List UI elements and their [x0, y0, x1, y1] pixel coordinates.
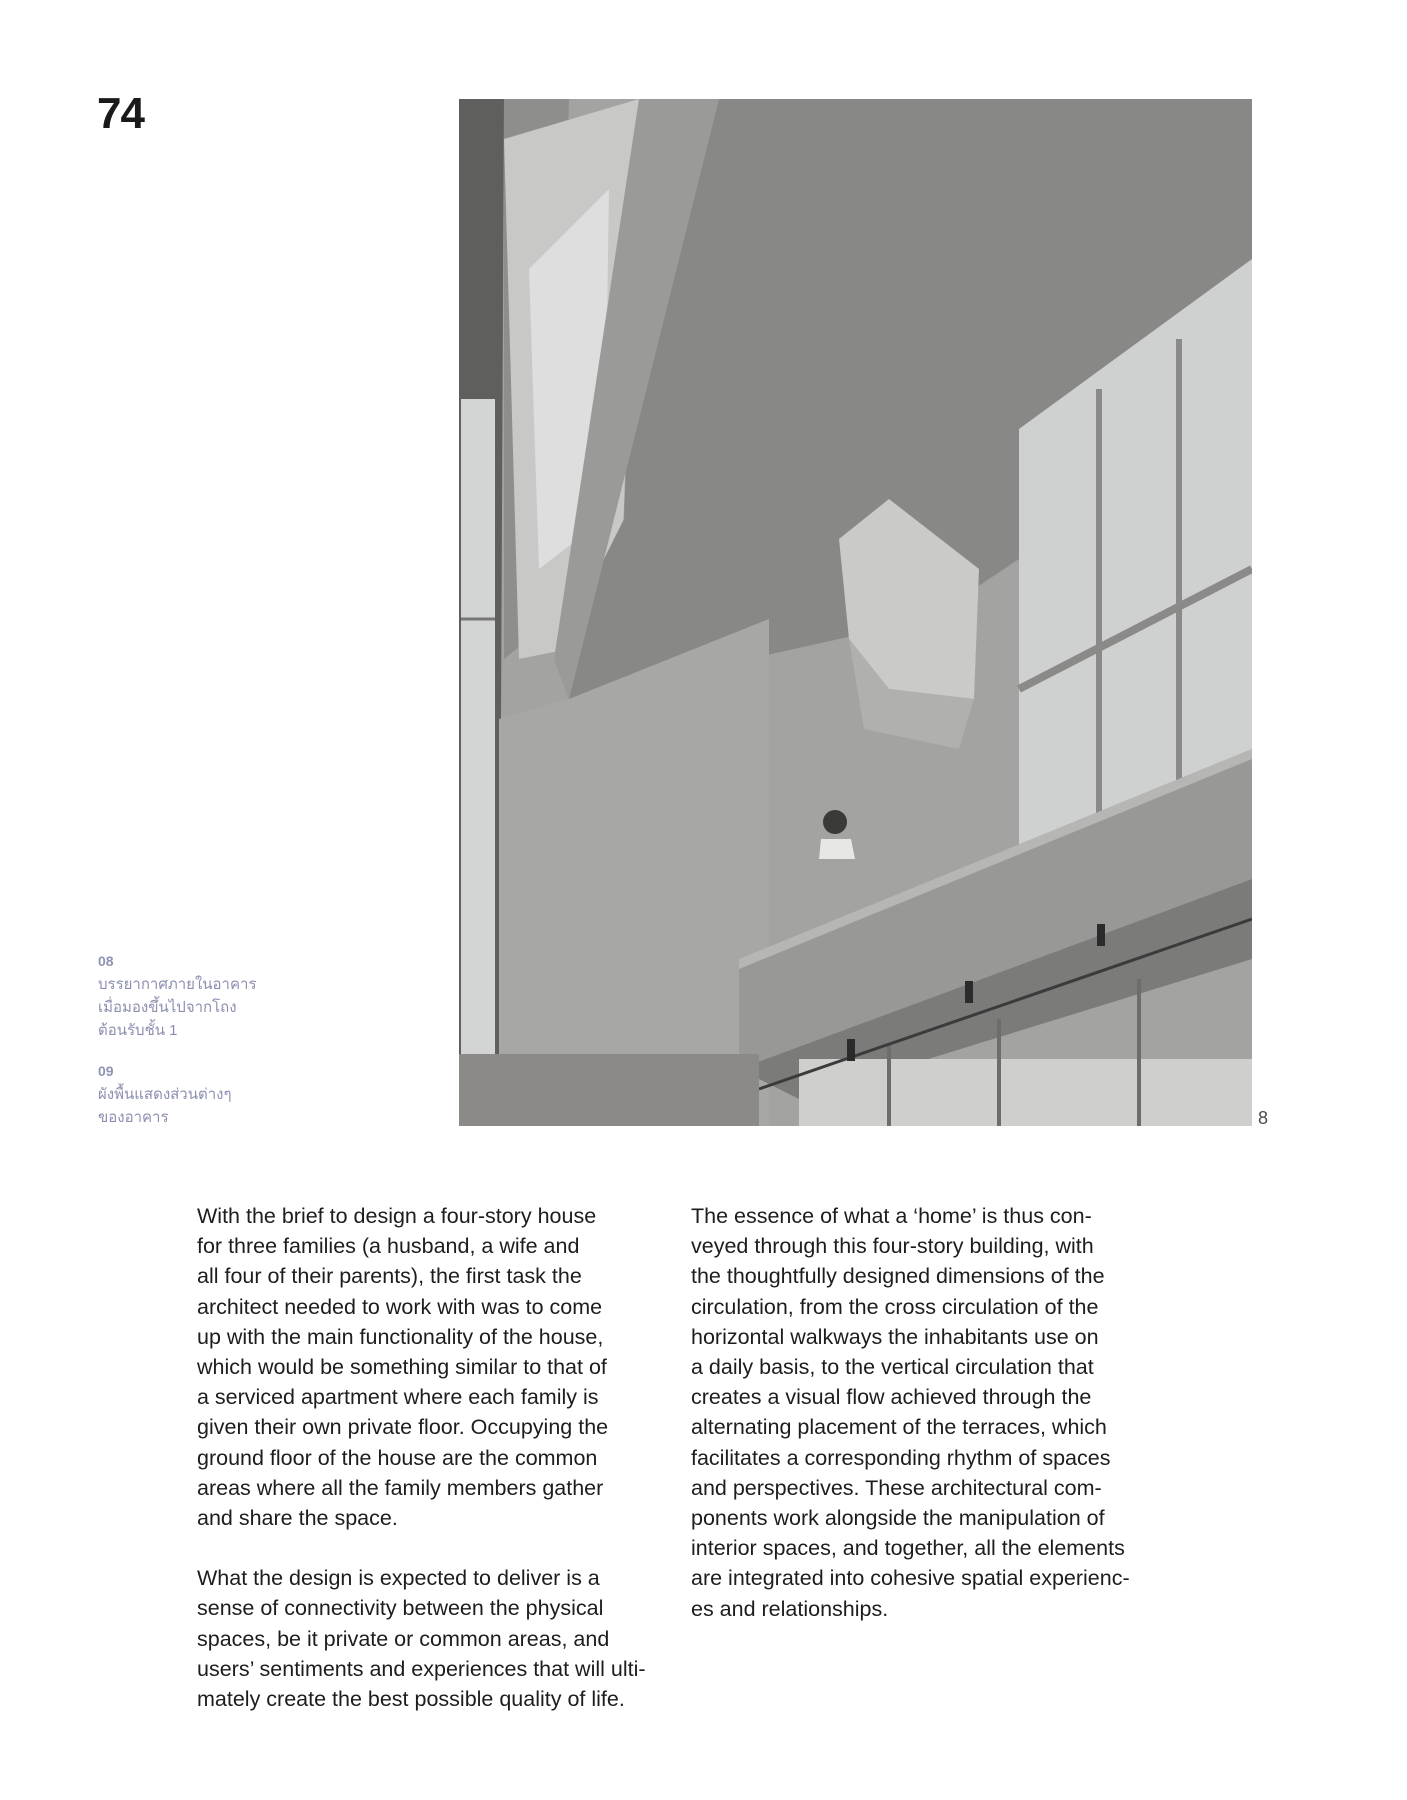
body-column-left: [197, 1201, 667, 1744]
body-column-right: [691, 1201, 1161, 1654]
caption-09: [98, 1060, 318, 1129]
page-number: 74: [97, 89, 144, 138]
interior-photo: [459, 99, 1252, 1126]
caption-text: ผังพื้นแสดงส่วนต่างๆ ของอาคาร: [98, 1086, 232, 1126]
caption-08: [98, 950, 318, 1042]
interior-photo-illustration: [459, 99, 1252, 1126]
photo-captions: [98, 950, 318, 1147]
caption-text: บรรยากาศภายในอาคาร เมื่อมองขึ้นไปจากโถง ต้อนรับชั้น 1: [98, 976, 257, 1039]
paragraph: The essence of what a ‘home’ is thus con- veyed through this four-story building, with the thoughtfully designed dimensions of the circulation, from the cross circulation of the horizontal walkways the inhabitants use on a daily basis, to the vertical circulation that creates a visual flow achieved through the alternating placement of the terraces, which facilitates a corresponding rhythm of spaces and perspectives. These architectural com- ponents work alongside the manipulation of interior spaces, and together, all the elements are integrated into cohesive spatial experienc- es and relationships.: [691, 1204, 1130, 1621]
paragraph: What the design is expected to deliver is a sense of connectivity between the physical spaces, be it private or common areas, and users’ sentiments and experiences that will ulti- mately create the best possible quality of life.: [197, 1566, 646, 1712]
caption-number: 09: [98, 1063, 114, 1079]
paragraph: With the brief to design a four-story house for three families (a husband, a wife and all four of their parents), the first task the architect needed to work with was to come up with the main functionality of the house, which would be something similar to that of a serviced apartment where each family is given their own private floor. Occupying the ground floor of the house are the common areas where all the family members gather and share the space.: [197, 1204, 609, 1531]
caption-number: 08: [98, 953, 114, 969]
photo-number: 8: [1258, 1108, 1269, 1128]
